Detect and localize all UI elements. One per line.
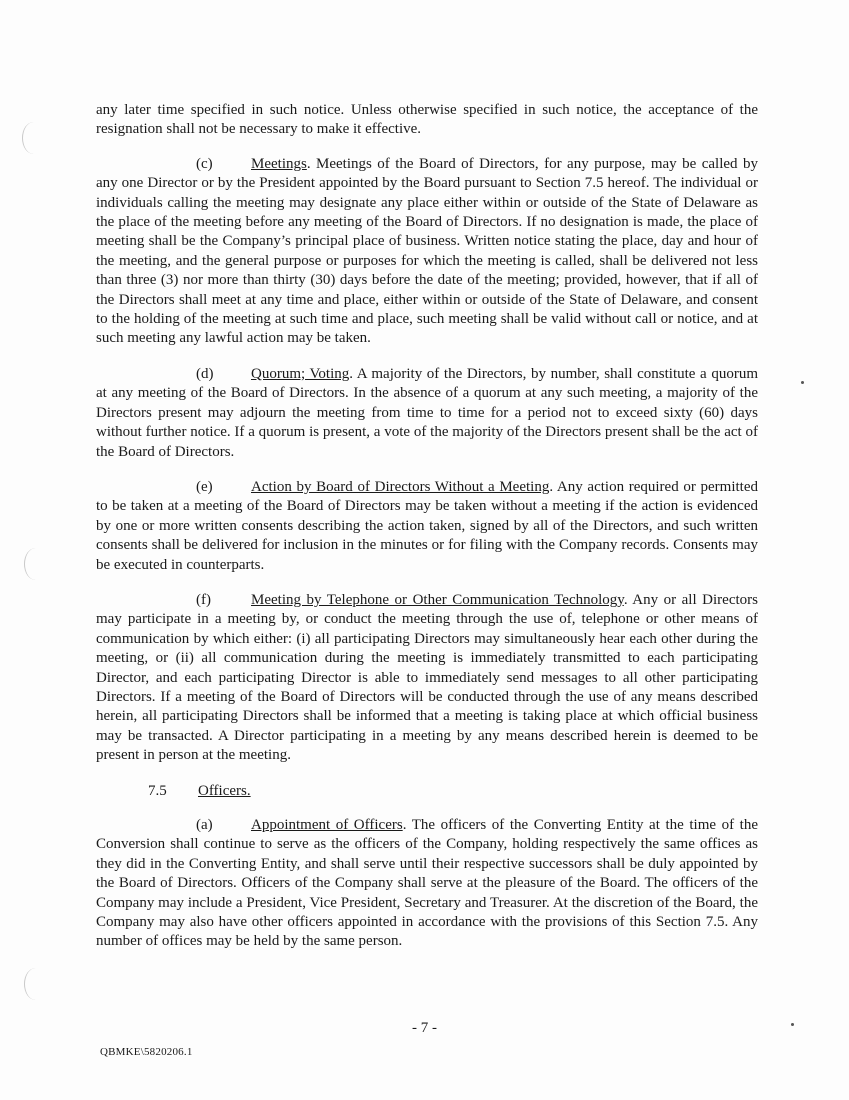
- paragraph-text: . Meetings of the Board of Directors, for any purpose, may be called by any one Director or by the President appointed by the Board pursuant to Section 7.5 hereof. The individual or individuals calling the meeting may designate any place either within or outside of the State of Delaware as the place of the meeting before any meeting of the Board of Directors. If no designation is made, the place of meeting shall be the Company’s principal place of business. Written notice stating the place, day and hour of the meeting, and the general purpose or purposes for which the meeting is called, shall be delivered not less than three (3) nor more than thirty (30) days before the date of the meeting; provided, however, that if all of the Directors shall meet at any time and place, either within or outside of the State of Delaware, and consent to the holding of the meeting at such time and place, such meeting shall be valid without call or notice, and at such meeting any lawful action may be taken.: [96, 155, 758, 347]
- paragraph-e: [96, 478, 758, 575]
- paragraph-marker: (d): [196, 365, 214, 382]
- paragraph-marker: (c): [196, 155, 213, 172]
- paragraph-marker: (a): [196, 817, 213, 833]
- paragraph-c: [96, 155, 758, 349]
- paragraph-text: . Any or all Directors may participate in a meeting by, or conduct the meeting through the use of, telephone or other means of communication by which either: (i) all participating Directors may simultaneously hear each other during the meeting, or (ii) all communication during the meeting is immediately transmitted to each participating Director, and each participating Director is able to immediately send messages to all other participating Directors. If a meeting of the Board of Directors will be conducted through the use of any means described herein, all participating Directors shall be informed that a meeting is taking place at which official business may be transacted. A Director participating in a meeting by any means described herein is deemed to be present in person at the meeting.: [96, 591, 758, 764]
- document-body: [96, 101, 758, 968]
- punch-hole-mark: [24, 548, 47, 580]
- paragraph-f: [96, 591, 758, 766]
- scan-speck: [801, 381, 804, 384]
- page-number: - 7 -: [412, 1020, 437, 1036]
- paragraph-heading: Action by Board of Directors Without a Meeting: [251, 478, 550, 495]
- paragraph-heading: Meeting by Telephone or Other Communication Technology: [251, 591, 624, 608]
- paragraph-text: . Any action required or permitted to be taken at a meeting of the Board of Directors may be taken without a meeting if the action is evidenced by one or more written consents describing the action taken, signed by all of the Directors, and such written consents shall be delivered for inclusion in the minutes or for filing with the Company records. Consents may be executed in counterparts.: [96, 478, 758, 573]
- document-id: QBMKE\5820206.1: [100, 1046, 193, 1058]
- paragraph-marker: (e): [196, 478, 213, 495]
- section-number: 7.5: [148, 782, 167, 799]
- section-title: Officers.: [198, 782, 251, 799]
- section-heading: [96, 782, 758, 801]
- paragraph-7-5-a: [96, 816, 758, 952]
- paragraph-marker: (f): [196, 591, 211, 608]
- continuation-paragraph: any later time specified in such notice. Unless otherwise specified in such notice, the acceptance of the resignation shall not be necessary to make it effective.: [96, 102, 758, 138]
- punch-hole-mark: [22, 122, 45, 154]
- punch-hole-mark: [24, 968, 47, 1000]
- paragraph-heading: Appointment of Officers: [251, 817, 403, 833]
- paragraph-heading: Meetings: [251, 155, 307, 172]
- paragraph-d: [96, 365, 758, 462]
- paragraph-text: . A majority of the Directors, by number, shall constitute a quorum at any meeting of the Board of Directors. In the absence of a quorum at any such meeting, a majority of the Directors present may adjourn the meeting from time to time for a period not to exceed sixty (60) days without further notice. If a quorum is present, a vote of the majority of the Directors present shall be the act of the Board of Directors.: [96, 365, 758, 460]
- paragraph-heading: Quorum; Voting: [251, 365, 350, 382]
- paragraph-text: . The officers of the Converting Entity at the time of the Conversion shall continue to serve as the officers of the Company, holding respectively the same offices as they did in the Converting Entity, and shall serve until their respective successors shall be duly appointed by the Board of Directors. Officers of the Company shall serve at the pleasure of the Board. The officers of the Company may include a President, Vice President, Secretary and Treasurer. At the discretion of the Board, the Company may also have other officers appointed in accordance with the provisions of this Section 7.5. Any number of offices may be held by the same person.: [96, 817, 758, 950]
